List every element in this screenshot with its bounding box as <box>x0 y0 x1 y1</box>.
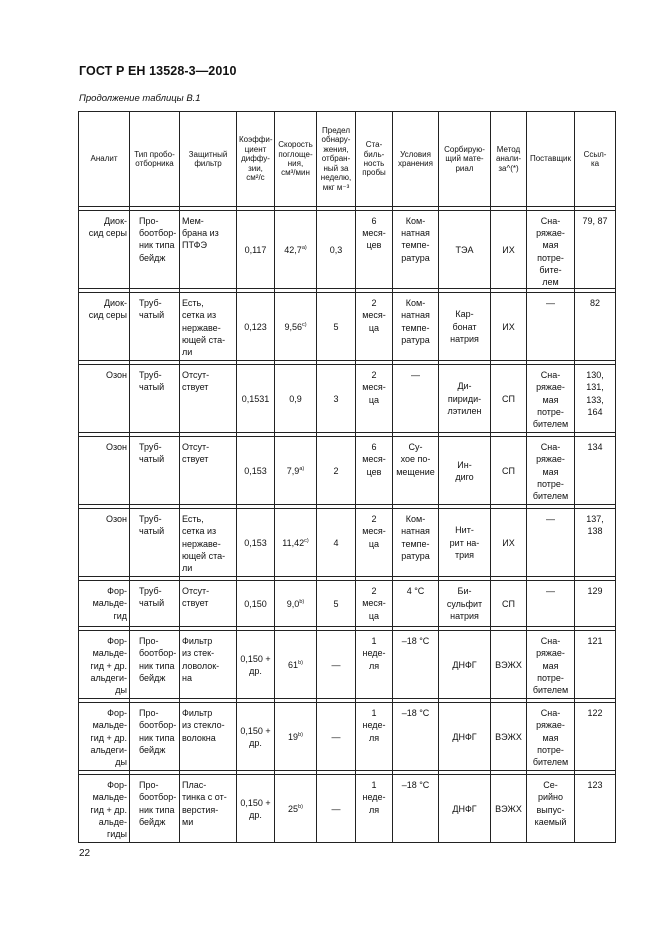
analyte-cell: Диок- сид серы <box>79 293 130 361</box>
analyte-cell: Фор- мальде- гид + др. альдеги- ды <box>79 631 130 699</box>
storage-cell: 4 °С <box>393 581 439 627</box>
col-stability-header: Ста- биль- ность пробы <box>356 112 393 207</box>
header-row <box>79 112 616 207</box>
diffusion-cell: 0,150 + др. <box>237 703 275 771</box>
analyte-cell: Фор- мальде- гид + др. альдеги- ды <box>79 703 130 771</box>
reference-cell: 122 <box>575 703 616 771</box>
stability-cell: 6 меся- цев <box>356 437 393 505</box>
stability-cell: 2 меся- ца <box>356 581 393 627</box>
uptake-footnote-mark: b) <box>298 731 303 738</box>
sampler-cell: Труб- чатый <box>130 437 180 505</box>
detection-limit-cell: 3 <box>317 365 356 433</box>
storage-cell: Ком- натная темпе- ратура <box>393 211 439 289</box>
sorbent-cell: Нит- рит на- трия <box>439 509 491 577</box>
detection-limit-cell: 0,3 <box>317 211 356 289</box>
method-cell: СП <box>491 581 527 627</box>
sorbent-cell: Ди- пириди- лэтилен <box>439 365 491 433</box>
page-number: 22 <box>79 848 91 859</box>
analyte-cell: Фор- мальде- гид <box>79 581 130 627</box>
uptake-footnote-mark: c) <box>304 537 309 544</box>
detection-limit-cell: — <box>317 703 356 771</box>
method-cell: СП <box>491 437 527 505</box>
filter-cell: Отсут- ствует <box>180 581 237 627</box>
filter-cell: Плас- тинка с от- верстия- ми <box>180 775 237 843</box>
method-cell: СП <box>491 365 527 433</box>
detection-limit-cell: 4 <box>317 509 356 577</box>
analyte-cell: Диок- сид серы <box>79 211 130 289</box>
document-title: ГОСТ Р ЕН 13528-3—2010 <box>79 64 237 78</box>
supplier-cell: Сна- ряжае- мая потре- бителем <box>527 631 575 699</box>
col-filter-header: Защитный фильтр <box>180 112 237 207</box>
table-row <box>79 211 616 289</box>
col-supplier-header: Поставщик <box>527 112 575 207</box>
diffusion-cell: 0,1531 <box>237 365 275 433</box>
supplier-cell: Сна- ряжае- мая потре- бителем <box>527 365 575 433</box>
storage-cell: –18 °С <box>393 703 439 771</box>
col-analyte-header: Аналит <box>79 112 130 207</box>
uptake-footnote-mark: b) <box>299 598 305 605</box>
stability-cell: 1 неде- ля <box>356 631 393 699</box>
uptake-footnote-mark: b) <box>298 659 303 666</box>
analyte-cell: Фор- мальде- гид + др. альде- гиды <box>79 775 130 843</box>
col-diffusion-header: Коэффи- циент диффу- зии, см²/с <box>237 112 275 207</box>
uptake-cell: 61$^{b)}$ <box>275 631 317 699</box>
supplier-cell: — <box>527 509 575 577</box>
uptake-footnote-mark: a) <box>299 465 305 472</box>
method-cell: ИХ <box>491 509 527 577</box>
uptake-cell: 9,56$^{c)}$ <box>275 293 317 361</box>
data-table <box>78 111 616 843</box>
diffusion-cell: 0,123 <box>237 293 275 361</box>
supplier-cell: Се- рийно выпус- каемый <box>527 775 575 843</box>
table-row <box>79 509 616 577</box>
sorbent-cell: ДНФГ <box>439 775 491 843</box>
supplier-cell: — <box>527 581 575 627</box>
reference-cell: 129 <box>575 581 616 627</box>
filter-cell: Отсут- ствует <box>180 365 237 433</box>
stability-cell: 1 неде- ля <box>356 775 393 843</box>
reference-cell: 79, 87 <box>575 211 616 289</box>
uptake-footnote-mark: a) <box>301 244 307 251</box>
reference-cell: 123 <box>575 775 616 843</box>
uptake-cell: 0,9 <box>275 365 317 433</box>
diffusion-cell: 0,153 <box>237 509 275 577</box>
filter-cell: Фильтр из стекло- волокна <box>180 703 237 771</box>
col-sampler-type-header: Тип пробо- отборника <box>130 112 180 207</box>
storage-cell: Ком- натная темпе- ратура <box>393 509 439 577</box>
analyte-cell: Озон <box>79 509 130 577</box>
reference-cell: 121 <box>575 631 616 699</box>
supplier-cell: — <box>527 293 575 361</box>
analyte-cell: Озон <box>79 365 130 433</box>
filter-cell: Отсут- ствует <box>180 437 237 505</box>
diffusion-cell: 0,150 + др. <box>237 631 275 699</box>
stability-cell: 2 меся- ца <box>356 293 393 361</box>
sampler-cell: Про- боотбор- ник типа бейдж <box>130 775 180 843</box>
stability-cell: 1 неде- ля <box>356 703 393 771</box>
sampler-cell: Про- боотбор- ник типа бейдж <box>130 703 180 771</box>
stability-cell: 2 меся- ца <box>356 509 393 577</box>
sorbent-cell: ДНФГ <box>439 631 491 699</box>
sorbent-cell: Би- сульфит натрия <box>439 581 491 627</box>
diffusion-cell: 0,153 <box>237 437 275 505</box>
sampler-cell: Труб- чатый <box>130 581 180 627</box>
table-row <box>79 775 616 843</box>
method-cell: ИХ <box>491 293 527 361</box>
detection-limit-cell: 5 <box>317 581 356 627</box>
storage-cell: –18 °С <box>393 775 439 843</box>
table-caption: Продолжение таблицы В.1 <box>79 93 201 104</box>
uptake-cell: 7,9$^{a)}$ <box>275 437 317 505</box>
sampler-cell: Про- боотбор- ник типа бейдж <box>130 631 180 699</box>
reference-cell: 134 <box>575 437 616 505</box>
detection-limit-cell: 5 <box>317 293 356 361</box>
storage-cell: –18 °С <box>393 631 439 699</box>
uptake-cell: 25$^{b)}$ <box>275 775 317 843</box>
storage-cell: — <box>393 365 439 433</box>
uptake-cell: 9,0$^{b)}$ <box>275 581 317 627</box>
table-row <box>79 437 616 505</box>
method-cell: ВЭЖХ <box>491 703 527 771</box>
detection-limit-cell: — <box>317 631 356 699</box>
reference-cell: 137, 138 <box>575 509 616 577</box>
table-row <box>79 581 616 627</box>
col-method-header: Метод анали- за^(*) <box>491 112 527 207</box>
sampler-cell: Труб- чатый <box>130 365 180 433</box>
filter-cell: Фильтр из стек- ловолок- на <box>180 631 237 699</box>
filter-cell: Мем- брана из ПТФЭ <box>180 211 237 289</box>
sorbent-cell: ТЭА <box>439 211 491 289</box>
sorbent-cell: Кар- бонат натрия <box>439 293 491 361</box>
filter-cell: Есть, сетка из нержаве- ющей ста- ли <box>180 293 237 361</box>
diffusion-cell: 0,117 <box>237 211 275 289</box>
sorbent-cell: ДНФГ <box>439 703 491 771</box>
uptake-cell: 19$^{b)}$ <box>275 703 317 771</box>
filter-cell: Есть, сетка из нержаве- ющей ста- ли <box>180 509 237 577</box>
table-row <box>79 703 616 771</box>
sorbent-cell: Ин- диго <box>439 437 491 505</box>
reference-cell: 82 <box>575 293 616 361</box>
sampler-cell: Труб- чатый <box>130 293 180 361</box>
uptake-footnote-mark: b) <box>298 803 303 810</box>
col-detection-limit-header: Предел обнару- жения, отбран- ный за неделю, мкг м⁻³ <box>317 112 356 207</box>
storage-cell: Су- хое по- мещение <box>393 437 439 505</box>
col-storage-header: Условия хранения <box>393 112 439 207</box>
method-cell: ИХ <box>491 211 527 289</box>
col-uptake-header: Скорость поглоще- ния, см³/мин <box>275 112 317 207</box>
table-row <box>79 631 616 699</box>
method-cell: ВЭЖХ <box>491 631 527 699</box>
sampler-cell: Труб- чатый <box>130 509 180 577</box>
uptake-cell: 42,7$^{a)}$ <box>275 211 317 289</box>
sampler-cell: Про- боотбор- ник типа бейдж <box>130 211 180 289</box>
diffusion-cell: 0,150 <box>237 581 275 627</box>
supplier-cell: Сна- ряжае- мая потре- бите- лем <box>527 211 575 289</box>
detection-limit-cell: 2 <box>317 437 356 505</box>
storage-cell: Ком- натная темпе- ратура <box>393 293 439 361</box>
diffusion-cell: 0,150 + др. <box>237 775 275 843</box>
stability-cell: 6 меся- цев <box>356 211 393 289</box>
table-row <box>79 365 616 433</box>
analyte-cell: Озон <box>79 437 130 505</box>
uptake-cell: 11,42$^{c)}$ <box>275 509 317 577</box>
supplier-cell: Сна- ряжае- мая потре- бителем <box>527 437 575 505</box>
stability-cell: 2 меся- ца <box>356 365 393 433</box>
table-row <box>79 293 616 361</box>
col-sorbent-header: Сорбирую- щий мате- риал <box>439 112 491 207</box>
detection-limit-cell: — <box>317 775 356 843</box>
reference-cell: 130, 131, 133, 164 <box>575 365 616 433</box>
supplier-cell: Сна- ряжае- мая потре- бителем <box>527 703 575 771</box>
method-cell: ВЭЖХ <box>491 775 527 843</box>
uptake-footnote-mark: c) <box>301 321 307 328</box>
col-reference-header: Ссыл- ка <box>575 112 616 207</box>
